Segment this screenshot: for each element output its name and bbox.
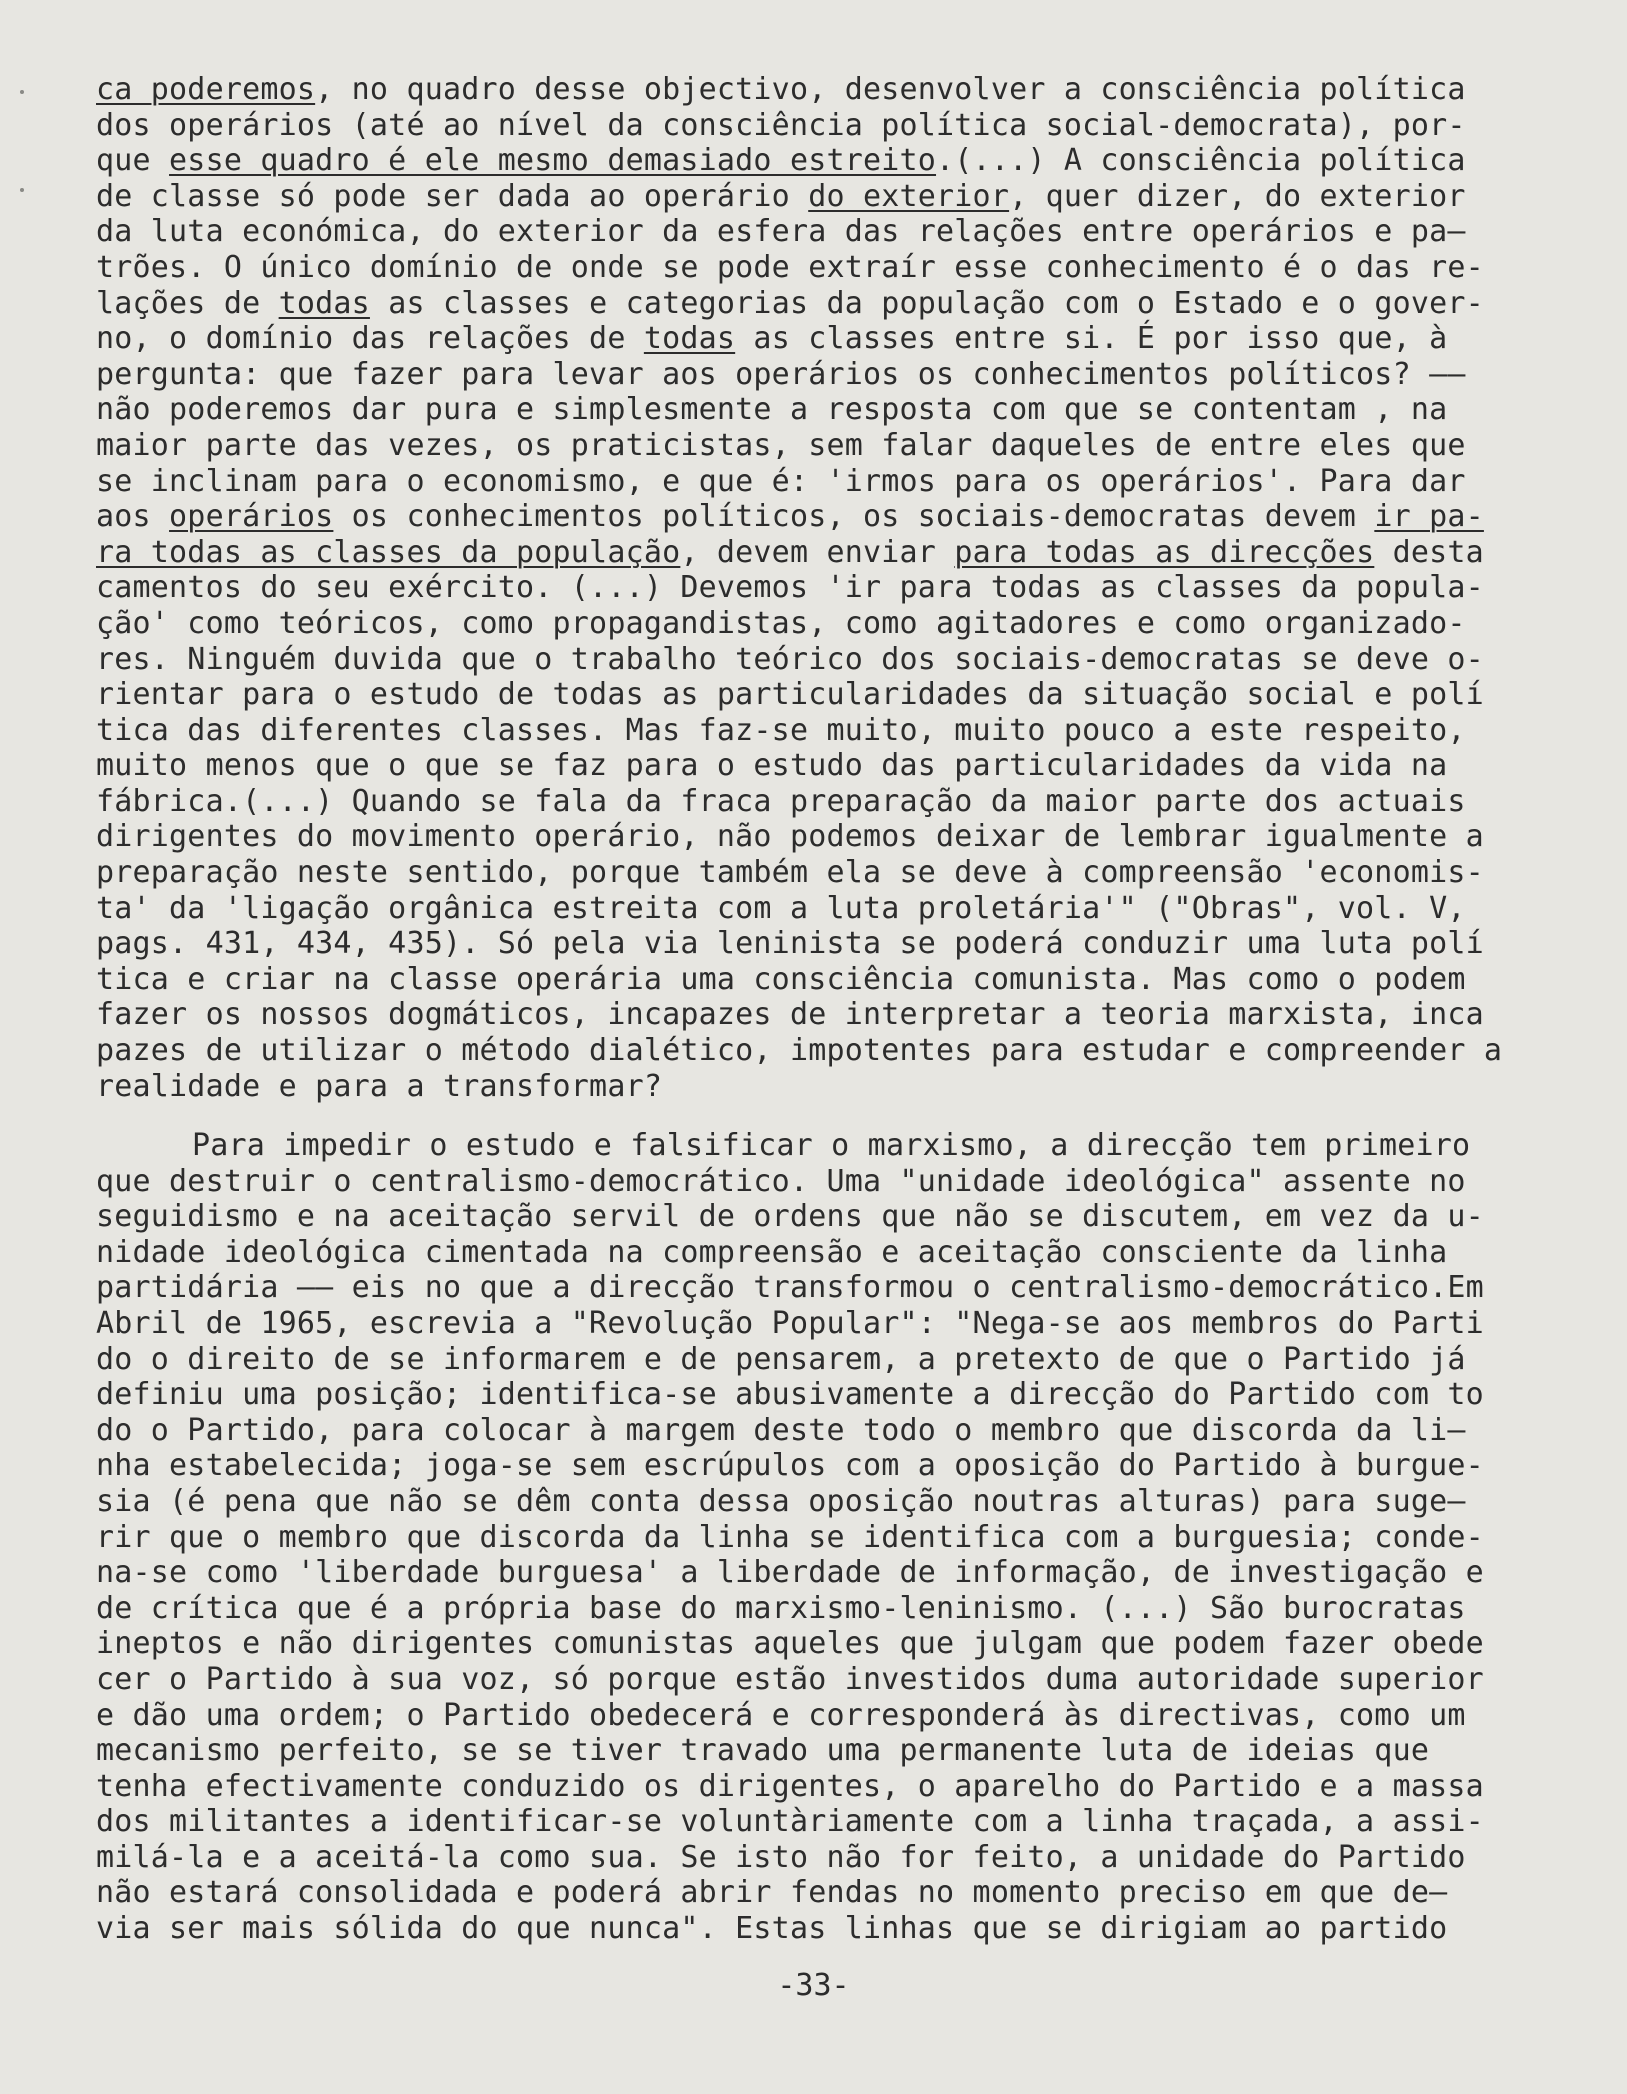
text-line: ineptos e não dirigentes comunistas aqueles que julgam que podem fazer obede [96, 1626, 1484, 1662]
text-line: que esse quadro é ele mesmo demasiado estreito.(...) A consciência política [96, 143, 1466, 179]
text-line: aos operários os conhecimentos políticos, os sociais-democratas devem ir pa- [96, 499, 1484, 535]
text-line: fábrica.(...) Quando se fala da fraca preparação da maior parte dos actuais [96, 783, 1466, 819]
margin-mark-lower [20, 188, 24, 192]
text-line: lações de todas as classes e categorias da população com o Estado e o gover- [96, 285, 1484, 321]
text-line: de crítica que é a própria base do marxismo-leninismo. (...) São burocratas [96, 1590, 1466, 1626]
text-line: milá-la e a aceitá-la como sua. Se isto não for feito, a unidade do Partido [96, 1839, 1466, 1875]
text-line: via ser mais sólida do que nunca". Estas linhas que se dirigiam ao partido [96, 1911, 1448, 1947]
text-line: pergunta: que fazer para levar aos operários os conhecimentos políticos? —— [96, 356, 1466, 392]
text-line: do o direito de se informarem e de pensarem, a pretexto de que o Partido já [96, 1341, 1466, 1377]
text-line: sia (é pena que não se dêm conta dessa oposição noutras alturas) para suge— [96, 1483, 1466, 1519]
text-line: rir que o membro que discorda da linha se identifica com a burguesia; conde- [96, 1519, 1484, 1555]
text-line: res. Ninguém duvida que o trabalho teórico dos sociais-democratas se deve o- [96, 641, 1484, 677]
text-line: dos operários (até ao nível da consciência política social-democrata), por- [96, 107, 1466, 143]
text-line: no, o domínio das relações de todas as classes entre si. É por isso que, à [96, 321, 1448, 357]
text-line: mecanismo perfeito, se se tiver travado uma permanente luta de ideias que [96, 1733, 1430, 1769]
margin-mark-top [20, 90, 24, 94]
text-line: Para impedir o estudo e falsificar o marxismo, a direcção tem primeiro [192, 1128, 1471, 1163]
text-line: seguidismo e na aceitação servil de ordens que não se discutem, em vez da u- [96, 1199, 1484, 1235]
text-line: Abril de 1965, escrevia a "Revolução Popular": "Nega-se aos membros do Parti [96, 1305, 1484, 1341]
text-line: cer o Partido à sua voz, só porque estão investidos duma autoridade superior [96, 1661, 1484, 1697]
text-line: dirigentes do movimento operário, não podemos deixar de lembrar igualmente a [96, 819, 1484, 855]
text-line: muito menos que o que se faz para o estudo das particularidades da vida na [96, 748, 1448, 784]
text-line: de classe só pode ser dada ao operário do exterior, quer dizer, do exterior [96, 178, 1466, 214]
text-line: se inclinam para o economismo, e que é: 'irmos para os operários'. Para dar [96, 463, 1466, 499]
text-line: nidade ideológica cimentada na compreensão e aceitação consciente da linha [96, 1234, 1448, 1270]
paragraph-1 [96, 72, 1606, 1104]
text-line: dos militantes a identificar-se voluntàriamente com a linha traçada, a assi- [96, 1804, 1484, 1840]
paragraph-2 [96, 1128, 1606, 1947]
text-line: na-se como 'liberdade burguesa' a liberdade de informação, de investigação e [96, 1555, 1484, 1591]
text-line: da luta económica, do exterior da esfera das relações entre operários e pa— [96, 214, 1466, 250]
text-line: e dão uma ordem; o Partido obedecerá e corresponderá às directivas, como um [96, 1697, 1466, 1733]
text-line: tica das diferentes classes. Mas faz-se muito, muito pouco a este respeito, [96, 712, 1466, 748]
text-line: tenha efectivamente conduzido os dirigentes, o aparelho do Partido e a massa [96, 1768, 1484, 1804]
text-line: realidade e para a transformar? [96, 1068, 663, 1104]
text-line: maior parte das vezes, os praticistas, sem falar daqueles de entre eles que [96, 427, 1466, 463]
text-line: não estará consolidada e poderá abrir fendas no momento preciso em que de— [96, 1875, 1448, 1911]
text-line: ção' como teóricos, como propagandistas, como agitadores e como organizado- [96, 605, 1466, 641]
text-line: tica e criar na classe operária uma consciência comunista. Mas como o podem [96, 961, 1466, 997]
text-line: pazes de utilizar o método dialético, impotentes para estudar e compreender a [96, 1033, 1503, 1069]
text-line: definiu uma posição; identifica-se abusivamente a direcção do Partido com to [96, 1377, 1484, 1413]
text-line: pags. 431, 434, 435). Só pela via leninista se poderá conduzir uma luta polí [96, 926, 1484, 962]
text-line: ca poderemos, no quadro desse objectivo, desenvolver a consciência política [96, 72, 1466, 107]
text-line: fazer os nossos dogmáticos, incapazes de interpretar a teoria marxista, inca [96, 997, 1484, 1033]
text-line: do o Partido, para colocar à margem deste todo o membro que discorda da li— [96, 1412, 1466, 1448]
text-line: partidária —— eis no que a direcção transformou o centralismo-democrático.Em [96, 1270, 1484, 1306]
text-line: não poderemos dar pura e simplesmente a resposta com que se contentam , na [96, 392, 1448, 428]
text-line: que destruir o centralismo-democrático. Uma "unidade ideológica" assente no [96, 1163, 1466, 1199]
text-line: trões. O único domínio de onde se pode extraír esse conhecimento é o das re- [96, 249, 1484, 285]
text-line: rientar para o estudo de todas as particularidades da situação social e polí [96, 677, 1484, 713]
text-line: ta' da 'ligação orgânica estreita com a luta proletária'" ("Obras", vol. V, [96, 890, 1466, 926]
page-number: -33- [777, 1968, 850, 2003]
text-line: camentos do seu exército. (...) Devemos 'ir para todas as classes da popula- [96, 570, 1484, 606]
text-line: preparação neste sentido, porque também ela se deve à compreensão 'economis- [96, 855, 1484, 891]
text-line: ra todas as classes da população, devem enviar para todas as direcções desta [96, 534, 1484, 570]
text-line: nha estabelecida; joga-se sem escrúpulos com a oposição do Partido à burgue- [96, 1448, 1484, 1484]
